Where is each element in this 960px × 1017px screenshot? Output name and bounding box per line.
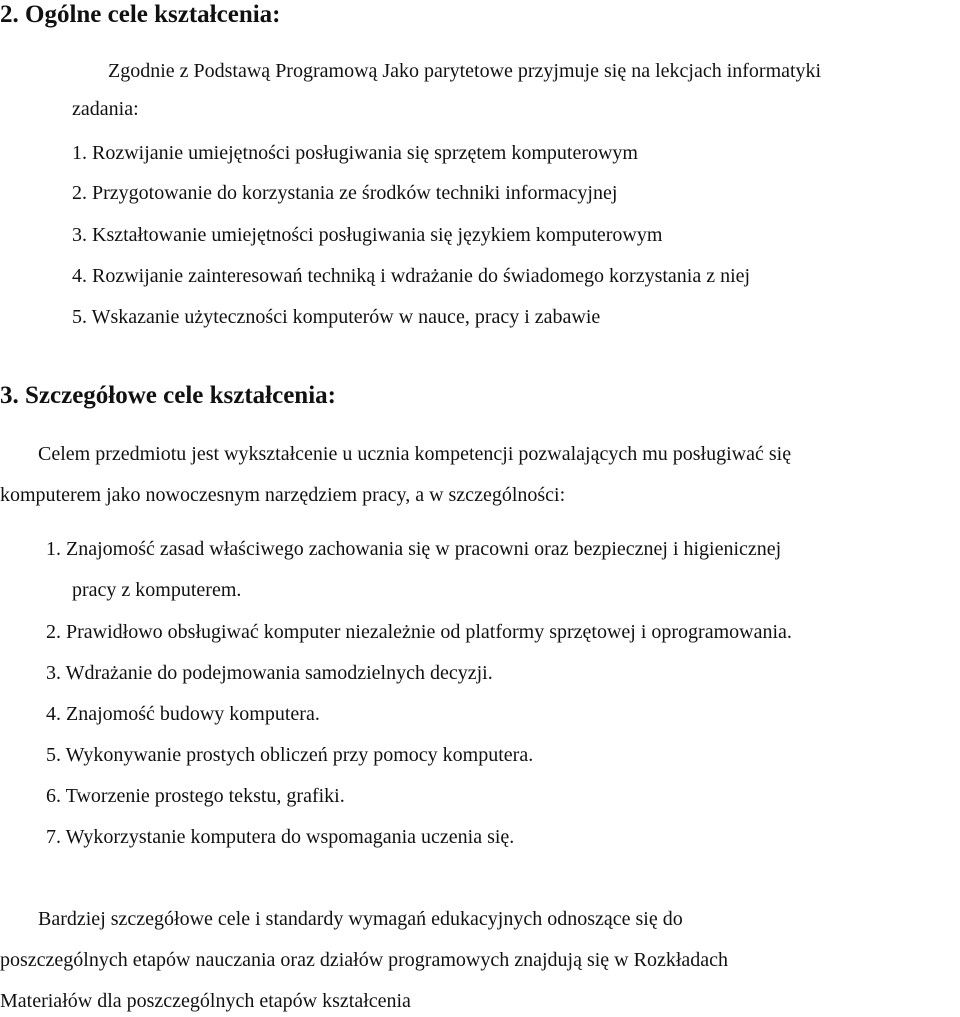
list-item-text: Wskazanie użyteczności komputerów w nauce, pracy i zabawie (91, 306, 601, 328)
section-2-intro-line-1: Zgodnie z Podstawą Programową Jako parytetowe przyjmuje się na lekcjach informatyki (108, 60, 822, 82)
list-item-text: Przygotowanie do korzystania ze środków techniki informacyjnej (92, 182, 618, 204)
closing-line-1: Bardziej szczegółowe cele i standardy wymagań edukacyjnych odnoszące się do (38, 908, 683, 930)
section-3-list-item (46, 536, 781, 562)
list-item-number: 5. (72, 306, 87, 328)
list-item-text: Znajomość zasad właściwego zachowania się w pracowni oraz bezpiecznej i higienicznej (66, 538, 782, 560)
section-3-intro-line-2: komputerem jako nowoczesnym narzędziem pracy, a w szczególności: (0, 484, 566, 506)
section-2-list-item (72, 222, 662, 248)
closing-line-2: poszczególnych etapów nauczania oraz działów programowych znajdują się w Rozkładach (0, 949, 729, 971)
list-item-number: 1. (46, 538, 61, 560)
list-item-number: 3. (46, 662, 61, 684)
list-item-text: Znajomość budowy komputera. (66, 703, 320, 725)
list-item-text: Prawidłowo obsługiwać komputer niezależnie od platformy sprzętowej i oprogramowania. (66, 621, 792, 643)
section-2-list-item (72, 304, 600, 330)
list-item-number: 1. (72, 142, 87, 164)
section-2-list-item (72, 263, 750, 289)
section-3-list-item (46, 824, 514, 850)
list-item-number: 3. (72, 224, 87, 246)
list-item-number: 2. (72, 182, 87, 204)
section-3-list-item (46, 619, 792, 645)
list-item-number: 6. (46, 785, 61, 807)
list-item-text: Kształtowanie umiejętności posługiwania się językiem komputerowym (92, 224, 663, 246)
section-2-intro-line-2: zadania: (72, 98, 139, 120)
section-3-list-item (46, 742, 533, 768)
list-item-number: 7. (46, 826, 61, 848)
list-item-number: 2. (46, 621, 61, 643)
section-2-list-item (72, 140, 638, 166)
closing-line-3: Materiałów dla poszczególnych etapów kształcenia (0, 990, 411, 1012)
section-3-heading: 3. Szczegółowe cele kształcenia: (0, 382, 336, 409)
list-item-number: 4. (72, 265, 87, 287)
section-2-list-item (72, 180, 617, 206)
list-item-text: Wykonywanie prostych obliczeń przy pomocy komputera. (65, 744, 534, 766)
section-3-list-item (46, 783, 345, 809)
list-item-number: 4. (46, 703, 61, 725)
list-item-text: Tworzenie prostego tekstu, grafiki. (65, 785, 345, 807)
section-2-heading: 2. Ogólne cele kształcenia: (0, 1, 281, 28)
section-3-list-item-continuation: pracy z komputerem. (72, 579, 242, 601)
section-3-list-item (46, 660, 493, 686)
list-item-text: Rozwijanie umiejętności posługiwania się sprzętem komputerowym (92, 142, 638, 164)
section-3-list-item (46, 701, 320, 727)
list-item-number: 5. (46, 744, 61, 766)
list-item-text: Wykorzystanie komputera do wspomagania uczenia się. (65, 826, 515, 848)
list-item-text: Rozwijanie zainteresowań techniką i wdrażanie do świadomego korzystania z niej (92, 265, 751, 287)
list-item-text: Wdrażanie do podejmowania samodzielnych decyzji. (65, 662, 493, 684)
section-3-intro-line-1: Celem przedmiotu jest wykształcenie u ucznia kompetencji pozwalających mu posługiwać się (38, 443, 792, 465)
